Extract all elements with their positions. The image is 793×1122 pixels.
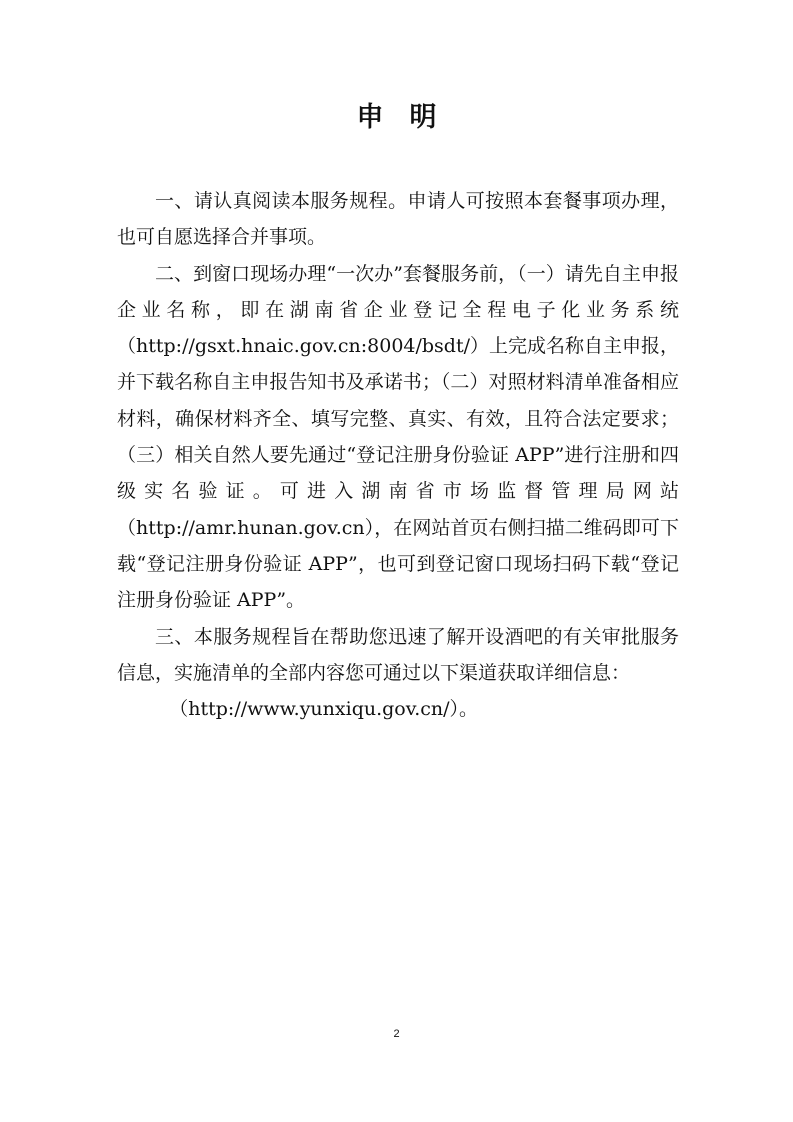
document-body [117, 183, 679, 727]
paragraph-2: 二、到窗口现场办理“一次办”套餐服务前，（一）请先自主申报企业名称，即在湖南省企业登记全程电子化业务系统（http://gsxt.hnaic.gov.cn:8004/bsdt/）上完成名称自主申报，并下载名称自主申报告知书及承诺书；（二）对照材料清单准备相应材料，确保材料齐全、填写完整、真实、有效，且符合法定要求；（三）相关自然人要先通过“登记注册身份验证 APP”进行注册和四级实名验证。可进入湖南省市场监督管理局网站（http://amr.hunan.gov.cn），在网站首页右侧扫描二维码即可下载“登记注册身份验证 APP”，也可到登记窗口现场扫码下载“登记注册身份验证 APP”。 [117, 262, 680, 612]
paragraph-3: 三、本服务规程旨在帮助您迅速了解开设酒吧的有关审批服务信息，实施清单的全部内容您可通过以下渠道获取详细信息： [117, 625, 679, 684]
page-number: 2 [393, 1028, 400, 1040]
page-title: 申明 [356, 102, 463, 133]
website-link-line: （http://www.yunxiqu.gov.cn/）。 [169, 698, 479, 721]
paragraph-1: 一、请认真阅读本服务规程。申请人可按照本套餐事项办理，也可自愿选择合并事项。 [117, 190, 679, 249]
